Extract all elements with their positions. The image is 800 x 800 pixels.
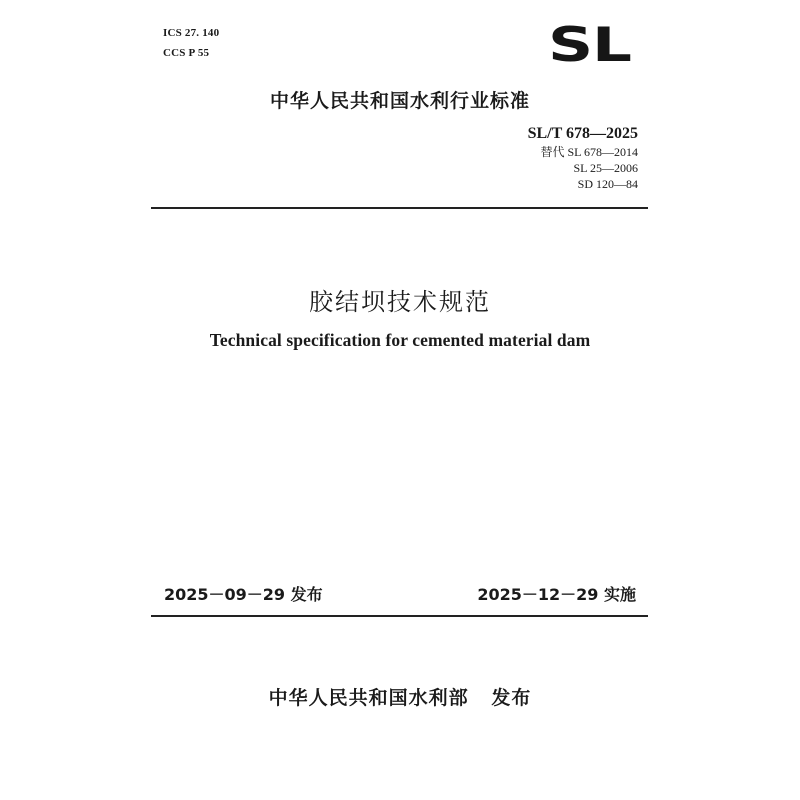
- issue-date: 2025－09－29 发布: [164, 585, 323, 604]
- industry-standard-heading: 中华人民共和国水利行业标准: [269, 90, 530, 112]
- ccs-code: CCS P 55: [163, 47, 210, 59]
- top-divider: [151, 207, 648, 209]
- title-chinese: 胶结坝技术规范: [309, 288, 491, 316]
- sl-logo: SL: [548, 17, 631, 73]
- bottom-divider: [151, 615, 648, 617]
- ics-code: ICS 27. 140: [163, 27, 220, 39]
- replaces-line: SD 120—84: [577, 177, 638, 191]
- effective-date: 2025－12－29 实施: [477, 585, 636, 604]
- publisher-line: 中华人民共和国水利部 发布: [268, 687, 532, 709]
- replaces-line: 替代 SL 678—2014: [540, 145, 638, 159]
- replaces-line: SL 25—2006: [573, 161, 638, 175]
- standard-number-block: [528, 124, 638, 192]
- title-english: Technical specification for cemented material dam: [209, 330, 591, 350]
- standard-number: SL/T 678—2025: [527, 125, 638, 142]
